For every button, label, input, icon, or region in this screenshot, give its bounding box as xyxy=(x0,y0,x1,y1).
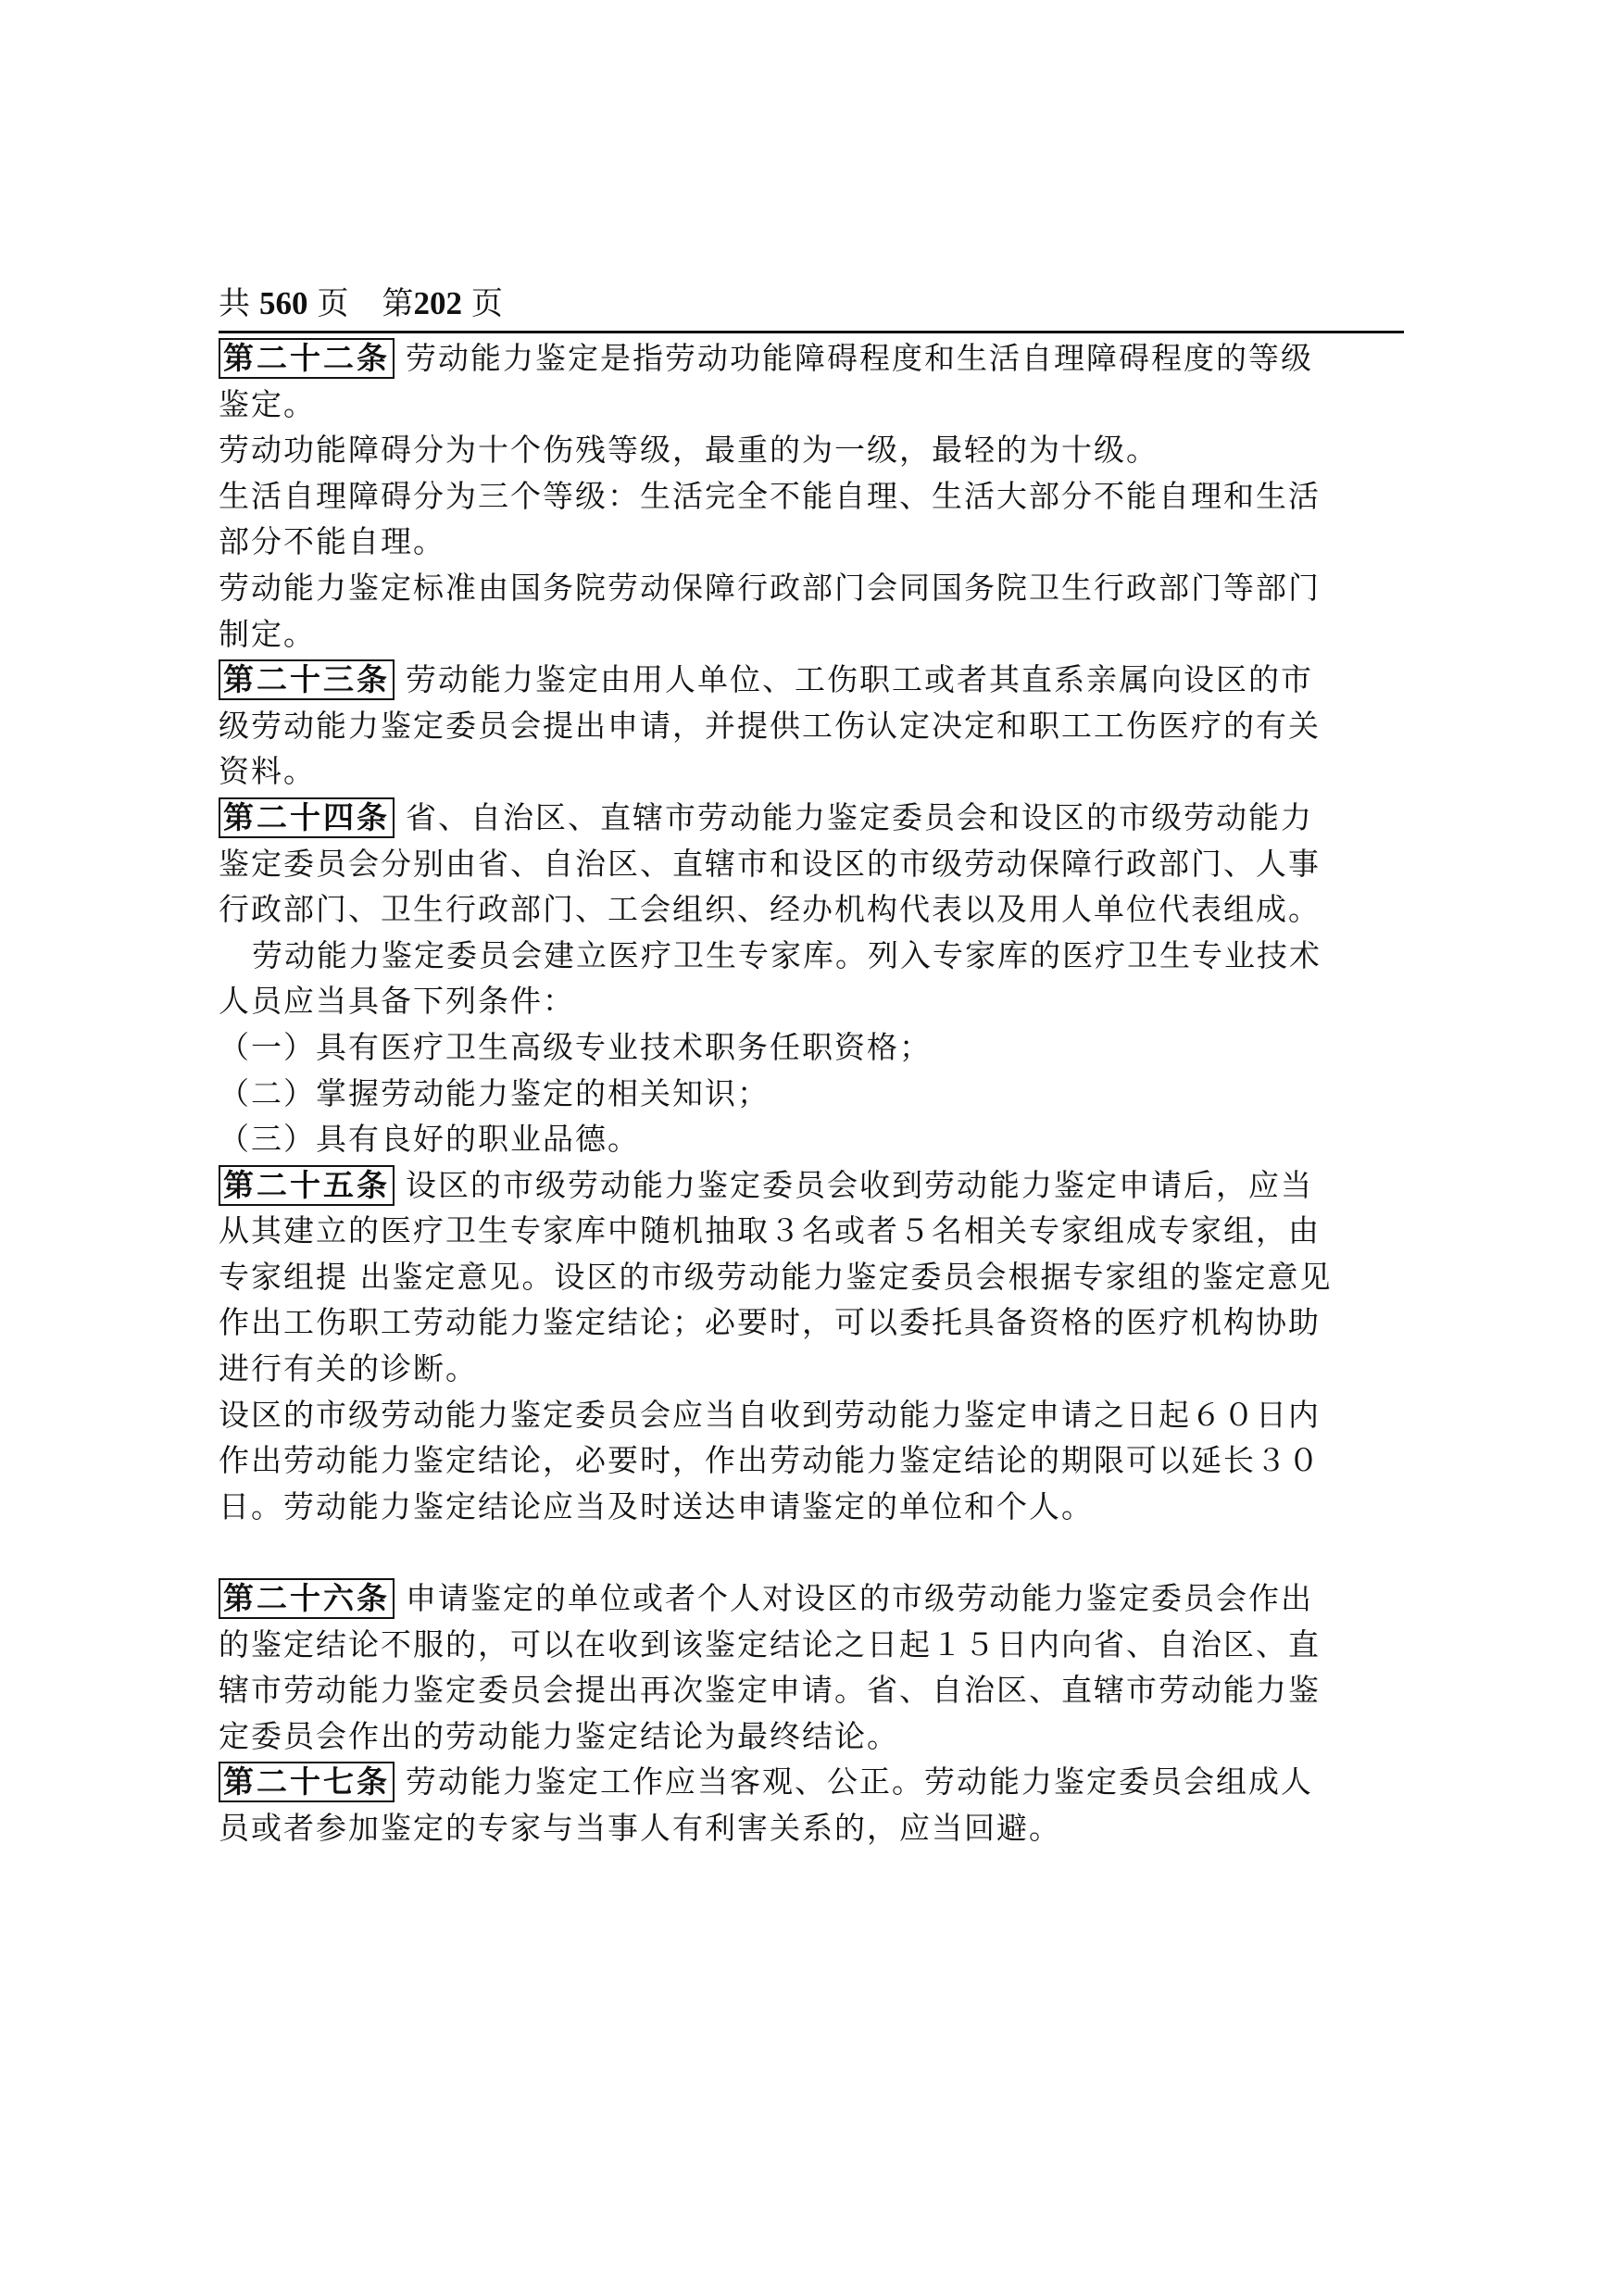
line-text: 作出劳动能力鉴定结论，必要时，作出劳动能力鉴定结论的期限可以延长３０ xyxy=(219,1442,1321,1479)
line-text: 劳动能力鉴定工作应当客观、公正。劳动能力鉴定委员会组成人 xyxy=(406,1763,1313,1800)
line-text: 设区的市级劳动能力鉴定委员会应当自收到劳动能力鉴定申请之日起６０日内 xyxy=(219,1396,1321,1433)
line-text: （一）具有医疗卫生高级专业技术职务任职资格； xyxy=(219,1028,932,1065)
text-line xyxy=(219,1392,1404,1438)
article-heading: 第二十六条 xyxy=(219,1578,395,1619)
article-heading: 第二十五条 xyxy=(219,1165,395,1206)
page-header xyxy=(219,280,1404,328)
article-heading: 第二十二条 xyxy=(219,338,395,379)
total-pages-prefix: 共 xyxy=(219,285,250,322)
text-line xyxy=(219,1805,1404,1851)
line-text: 作出工伤职工劳动能力鉴定结论；必要时，可以委托具备资格的医疗机构协助 xyxy=(219,1304,1321,1341)
text-line xyxy=(219,1484,1404,1530)
line-text: 资料。 xyxy=(219,753,316,790)
line-text: 级劳动能力鉴定委员会提出申请，并提供工伤认定决定和职工工伤医疗的有关 xyxy=(219,707,1321,744)
text-line xyxy=(219,1254,1404,1300)
line-text: 设区的市级劳动能力鉴定委员会收到劳动能力鉴定申请后，应当 xyxy=(406,1166,1313,1203)
text-line xyxy=(219,382,1404,428)
text-line xyxy=(219,1299,1404,1346)
line-text: 制定。 xyxy=(219,615,316,652)
line-text: 人员应当具备下列条件： xyxy=(219,983,575,1020)
line-text: 省、自治区、直辖市劳动能力鉴定委员会和设区的市级劳动能力 xyxy=(406,798,1313,835)
text-line xyxy=(219,335,1404,382)
text-line xyxy=(219,1116,1404,1162)
line-text: 进行有关的诊断。 xyxy=(219,1350,478,1387)
line-text: 部分不能自理。 xyxy=(219,523,445,560)
text-line xyxy=(219,933,1404,979)
text-line xyxy=(219,1162,1404,1209)
paragraph-spacer xyxy=(219,1529,1404,1575)
line-text: （三）具有良好的职业品德。 xyxy=(219,1121,640,1158)
line-text: 申请鉴定的单位或者个人对设区的市级劳动能力鉴定委员会作出 xyxy=(406,1580,1313,1617)
text-line xyxy=(219,1024,1404,1071)
text-line xyxy=(219,611,1404,658)
line-text: 从其建立的医疗卫生专家库中随机抽取３名或者５名相关专家组成专家组，由 xyxy=(219,1212,1321,1249)
current-page-unit: 页 xyxy=(471,285,503,322)
line-text: 辖市劳动能力鉴定委员会提出再次鉴定申请。省、自治区、直辖市劳动能力鉴 xyxy=(219,1672,1321,1709)
text-line xyxy=(219,978,1404,1024)
text-line xyxy=(219,703,1404,749)
text-line xyxy=(219,1622,1404,1668)
total-pages-unit: 页 xyxy=(317,285,349,322)
line-text: 专家组提 出鉴定意见。设区的市级劳动能力鉴定委员会根据专家组的鉴定意见 xyxy=(219,1258,1333,1295)
text-line xyxy=(219,1071,1404,1117)
text-line xyxy=(219,748,1404,795)
text-line xyxy=(219,795,1404,841)
line-text: 定委员会作出的劳动能力鉴定结论为最终结论。 xyxy=(219,1717,899,1754)
line-text: 行政部门、卫生行政部门、工会组织、经办机构代表以及用人单位代表组成。 xyxy=(219,891,1321,928)
article-heading: 第二十七条 xyxy=(219,1762,395,1802)
text-line xyxy=(219,427,1404,473)
text-line xyxy=(219,1759,1404,1805)
line-text: 劳动能力鉴定标准由国务院劳动保障行政部门会同国务院卫生行政部门等部门 xyxy=(219,569,1321,606)
text-line xyxy=(219,1437,1404,1484)
text-line xyxy=(219,519,1404,565)
text-line xyxy=(219,886,1404,933)
current-page-prefix: 第 xyxy=(382,285,414,322)
text-line xyxy=(219,1346,1404,1392)
line-text: 生活自理障碍分为三个等级：生活完全不能自理、生活大部分不能自理和生活 xyxy=(219,477,1321,514)
line-text: 日。劳动能力鉴定结论应当及时送达申请鉴定的单位和个人。 xyxy=(219,1487,1094,1524)
text-line xyxy=(219,1208,1404,1254)
line-text: 劳动能力鉴定是指劳动功能障碍程度和生活自理障碍程度的等级 xyxy=(406,340,1313,376)
text-line xyxy=(219,1713,1404,1760)
current-page-number: 202 xyxy=(413,285,462,321)
text-line xyxy=(219,473,1404,520)
text-line xyxy=(219,841,1404,887)
line-text: 鉴定委员会分别由省、自治区、直辖市和设区的市级劳动保障行政部门、人事 xyxy=(219,845,1321,882)
document-body xyxy=(219,335,1404,1851)
text-line xyxy=(219,565,1404,611)
line-text: 劳动能力鉴定委员会建立医疗卫生专家库。列入专家库的医疗卫生专业技术 xyxy=(252,936,1322,973)
line-text: 劳动能力鉴定由用人单位、工伤职工或者其直系亲属向设区的市 xyxy=(406,661,1313,698)
line-text: 鉴定。 xyxy=(219,385,316,422)
text-line xyxy=(219,657,1404,703)
line-text: （二）掌握劳动能力鉴定的相关知识； xyxy=(219,1074,770,1111)
text-line xyxy=(219,1575,1404,1622)
header-rule xyxy=(219,331,1404,333)
line-text: 劳动功能障碍分为十个伤残等级，最重的为一级，最轻的为十级。 xyxy=(219,432,1159,469)
total-pages-count: 560 xyxy=(259,285,308,321)
line-text: 员或者参加鉴定的专家与当事人有利害关系的，应当回避。 xyxy=(219,1810,1061,1846)
article-heading: 第二十三条 xyxy=(219,659,395,700)
text-line xyxy=(219,1667,1404,1713)
article-heading: 第二十四条 xyxy=(219,797,395,838)
line-text: 的鉴定结论不服的，可以在收到该鉴定结论之日起１５日内向省、自治区、直 xyxy=(219,1625,1321,1662)
